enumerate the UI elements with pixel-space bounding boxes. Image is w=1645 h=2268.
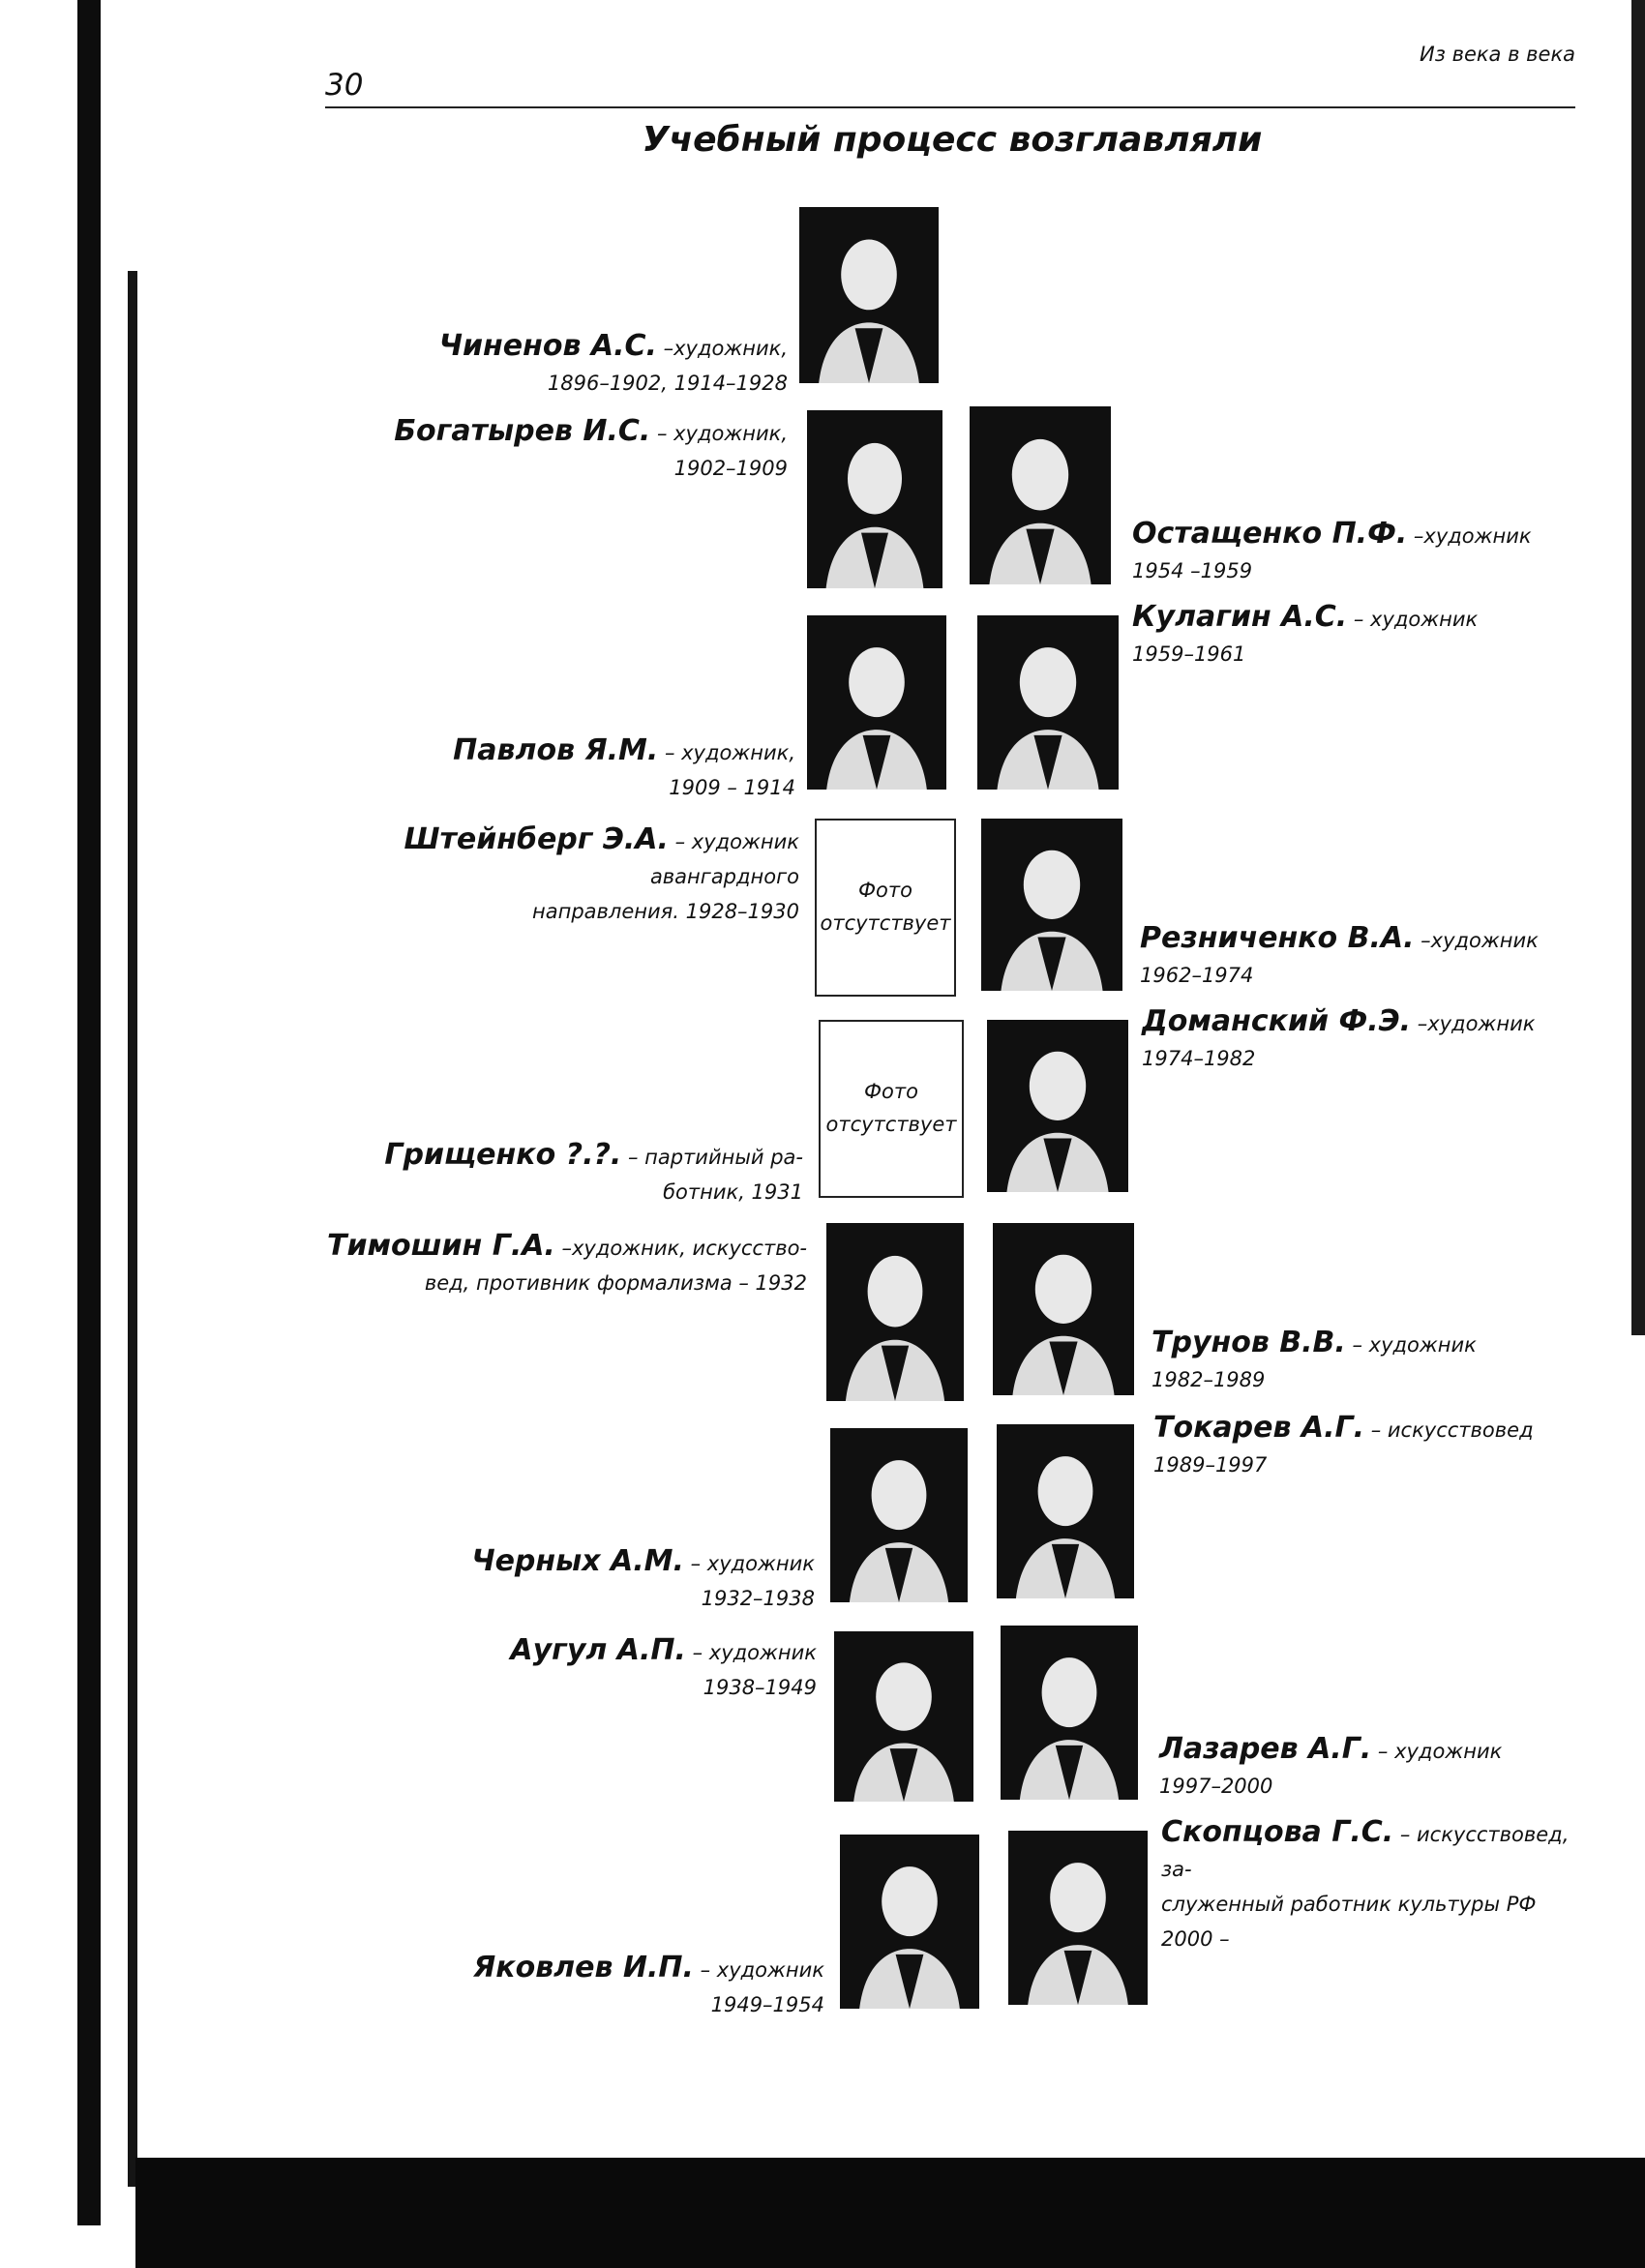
person-role: –художник [1411,1012,1536,1035]
person-name: Кулагин А.С. [1132,600,1348,634]
scan-shadow-left-inner [128,271,137,2187]
person-name: Черных А.М. [471,1544,684,1578]
person-role: – художник [693,1958,824,1982]
caption-kulagin [1132,600,1616,671]
portrait-photo-pavlov [807,615,946,790]
person-role: – искусствовед [1364,1418,1534,1442]
caption-steinberg [290,822,799,929]
person-role: – художник, [658,741,795,764]
portrait-photo-timoshin [826,1223,964,1401]
caption-tokarev [1153,1411,1616,1482]
portrait-photo-reznichenko [981,819,1122,991]
portrait-photo-skoptsova [1008,1831,1148,2005]
caption-reznichenko [1140,921,1614,993]
portrait-photo-kulagin [977,615,1119,790]
portrait-photo-tokarev [997,1424,1134,1598]
person-years: 1997–2000 [1159,1775,1273,1798]
person-years: 1902–1909 [673,457,788,480]
person-years: вед, противник формализма – 1932 [424,1271,807,1295]
person-years: 1982–1989 [1152,1368,1266,1391]
person-years: 1949–1954 [710,1993,824,2016]
portrait-photo-bogatyrev [807,410,942,588]
person-role: – художник [683,1552,815,1575]
person-name: Лазарев А.Г. [1159,1732,1372,1766]
person-years: ботник, 1931 [663,1180,803,1204]
caption-trunov [1152,1326,1616,1397]
person-role: –художник [1414,929,1539,952]
caption-yakovlev [290,1951,824,2022]
placeholder-text: Фото отсутствует [825,1080,957,1136]
header-rule [325,106,1575,108]
person-name: Богатырев И.С. [394,414,651,448]
person-years: служенный работник культуры РФ 2000 – [1161,1893,1537,1951]
portrait-photo-augul [834,1631,973,1802]
scan-shadow-left [77,0,101,2225]
person-name: Токарев А.Г. [1153,1411,1365,1445]
person-role: – художник [668,830,799,853]
caption-domansky [1142,1004,1616,1076]
portrait-photo-ostashchenko [970,406,1111,584]
caption-lazarev [1159,1732,1616,1804]
person-name: Яковлев И.П. [473,1951,694,1984]
person-name: Грищенко ?.?. [384,1138,622,1172]
person-role: – художник [1347,608,1479,631]
portrait-photo-chernykh [830,1428,968,1602]
person-years: 1962–1974 [1140,964,1254,987]
person-name: Доманский Ф.Э. [1142,1004,1412,1038]
portrait-photo-trunov [993,1223,1134,1395]
person-years: 1938–1949 [703,1676,817,1699]
caption-augul [290,1633,817,1705]
person-name: Трунов В.В. [1152,1326,1346,1359]
scan-shadow-bottom [135,2158,1645,2268]
person-years: авангардного направления. 1928–1930 [532,865,799,923]
person-name: Штейнберг Э.А. [404,822,669,856]
person-years: 1989–1997 [1153,1453,1268,1477]
person-years: 1974–1982 [1142,1047,1256,1070]
person-role: –художник [1407,524,1532,548]
person-role: –художник, [656,337,788,360]
person-role: – художник, [650,422,788,445]
placeholder-text: Фото отсутствует [820,879,951,935]
photo-missing-placeholder-steinberg [815,819,956,997]
portrait-photo-chinenov [799,207,939,383]
page-number: 30 [325,68,364,103]
person-name: Скопцова Г.С. [1161,1815,1394,1849]
caption-chinenov [290,329,788,401]
person-role: – искусствовед, за- [1161,1823,1570,1881]
portrait-photo-domansky [987,1020,1128,1192]
caption-ostashchenko [1132,517,1616,588]
caption-timoshin [290,1229,807,1300]
person-name: Аугул А.П. [510,1633,686,1667]
person-role: – партийный ра- [621,1146,803,1169]
person-role: – художник [685,1641,817,1664]
caption-grishchenko [290,1138,803,1209]
person-years: 1959–1961 [1132,642,1246,666]
person-years: 1909 – 1914 [669,776,795,799]
person-role: –художник, искусство- [554,1237,807,1260]
person-years: 1932–1938 [701,1587,815,1610]
caption-skoptsova [1161,1815,1587,1956]
person-name: Остащенко П.Ф. [1132,517,1408,551]
caption-bogatyrev [290,414,788,486]
caption-chernykh [290,1544,815,1616]
scan-shadow-right [1631,0,1645,1335]
person-name: Павлов Я.М. [453,733,659,767]
person-name: Тимошин Г.А. [327,1229,555,1263]
person-role: – художник [1371,1740,1503,1763]
person-years: 1896–1902, 1914–1928 [547,372,788,395]
page-title: Учебный процесс возглавляли [642,120,1263,160]
caption-pavlov [290,733,795,805]
person-name: Резниченко В.А. [1140,921,1415,955]
running-head: Из века в века [1420,43,1575,66]
person-name: Чиненов А.С. [438,329,657,363]
person-role: – художник [1345,1333,1477,1357]
photo-missing-placeholder-grishchenko [819,1020,964,1198]
person-years: 1954 –1959 [1132,559,1253,582]
portrait-photo-lazarev [1001,1626,1138,1800]
portrait-photo-yakovlev [840,1835,979,2009]
